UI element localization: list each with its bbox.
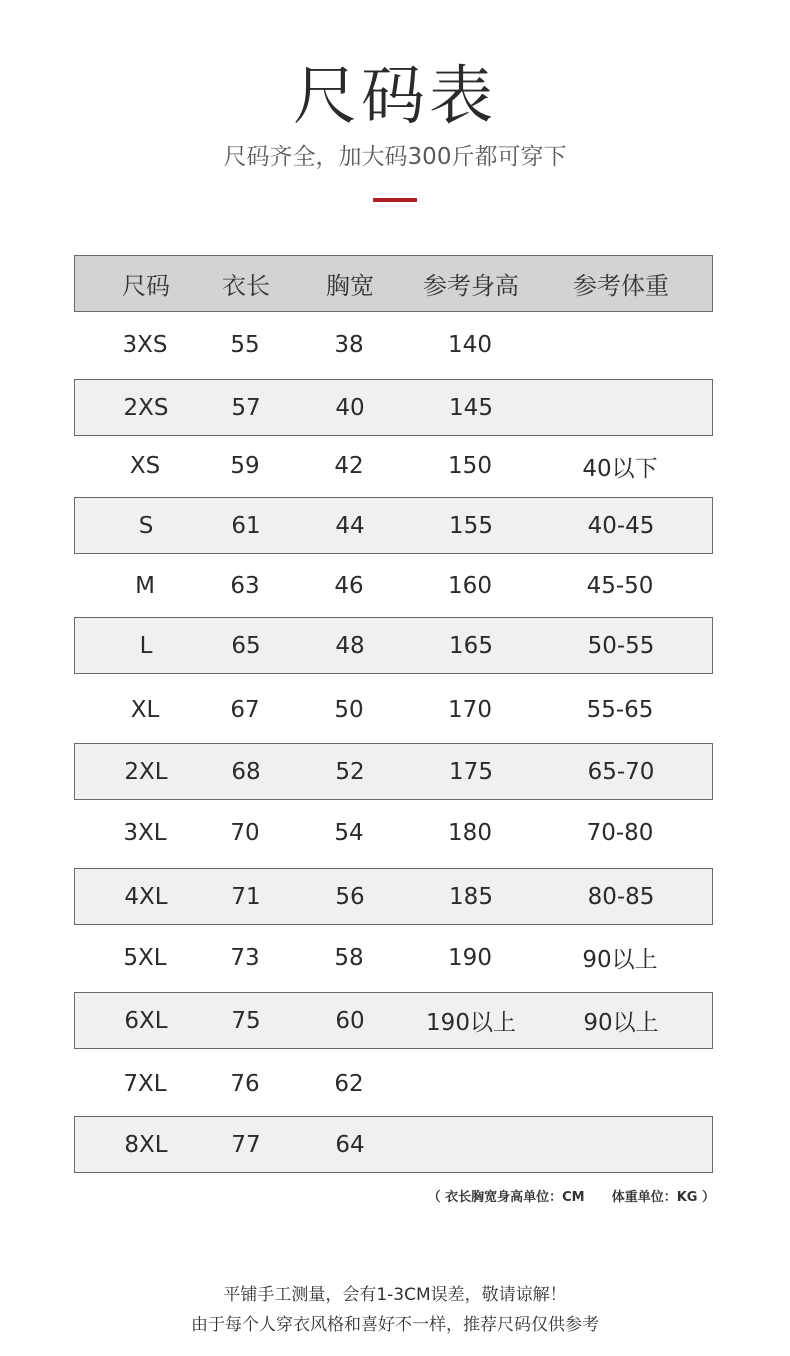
- footer-measurement-note: 平铺手工测量，会有1-3CM误差，敬请谅解！: [223, 1285, 567, 1305]
- table-row: [74, 992, 713, 1049]
- chest-cell: 60: [335, 1007, 365, 1034]
- height-cell: 175: [449, 758, 493, 785]
- weight-cell: [561, 380, 681, 435]
- chest-cell: 54: [334, 820, 364, 846]
- size-cell: 3XL: [123, 820, 167, 846]
- height-cell: 150: [448, 453, 492, 479]
- header-size: 尺码: [122, 272, 170, 300]
- size-cell: 3XS: [122, 332, 168, 358]
- weight-cell: [560, 1055, 680, 1113]
- length-cell: 71: [231, 883, 261, 910]
- height-cell: 185: [449, 883, 493, 910]
- height-cell: 155: [449, 512, 493, 539]
- length-cell: 76: [230, 1071, 260, 1097]
- weight-cell: 40-45: [587, 512, 655, 539]
- size-cell: 5XL: [123, 944, 167, 971]
- size-cell: XS: [129, 453, 161, 479]
- length-cell: 55: [230, 332, 260, 358]
- weight-cell: 70-80: [586, 820, 654, 846]
- height-cell: 190: [448, 944, 492, 971]
- weight-cell: 50-55: [587, 632, 655, 659]
- weight-cell: [560, 317, 680, 373]
- chest-cell: 56: [335, 883, 365, 910]
- height-cell: 170: [448, 697, 492, 723]
- table-row: [74, 805, 713, 861]
- weight-cell: [561, 1117, 681, 1172]
- height-cell: 190以上: [426, 1010, 516, 1036]
- height-cell: [411, 1117, 531, 1172]
- table-row: [74, 929, 713, 986]
- weight-cell: 40以下: [582, 455, 658, 482]
- chest-cell: 44: [335, 512, 365, 539]
- page-subtitle: 尺码齐全，加大码300斤都可穿下: [223, 144, 567, 170]
- table-row: [74, 379, 713, 436]
- table-row: [74, 743, 713, 800]
- length-cell: 75: [231, 1007, 261, 1034]
- chest-cell: 40: [335, 394, 365, 421]
- header-length: 衣长: [222, 272, 270, 300]
- table-row: [74, 1055, 713, 1113]
- weight-cell: 55-65: [586, 697, 654, 723]
- chest-cell: 38: [334, 332, 364, 358]
- size-cell: 7XL: [123, 1071, 167, 1097]
- length-cell: 59: [230, 453, 260, 479]
- weight-cell: 90以上: [583, 1010, 659, 1036]
- header-height: 参考身高: [423, 272, 519, 300]
- height-cell: 160: [448, 573, 492, 599]
- length-cell: 68: [231, 758, 261, 785]
- height-cell: 165: [449, 632, 493, 659]
- length-cell: 61: [231, 512, 261, 539]
- header-weight: 参考体重: [573, 272, 669, 300]
- size-cell: S: [138, 512, 154, 539]
- unit-note: （ 衣长胸宽身高单位：CM 体重单位：KG ）: [427, 1190, 715, 1205]
- length-cell: 73: [230, 944, 260, 971]
- table-row: [74, 497, 713, 554]
- table-row: [74, 558, 713, 614]
- size-cell: 2XS: [123, 394, 169, 421]
- footer-recommendation-note: 由于每个人穿衣风格和喜好不一样，推荐尺码仅供参考: [191, 1315, 599, 1335]
- chest-cell: 58: [334, 944, 364, 971]
- length-cell: 77: [231, 1131, 261, 1158]
- chest-cell: 42: [334, 453, 364, 479]
- height-cell: [410, 1055, 530, 1113]
- length-cell: 70: [230, 820, 260, 846]
- size-cell: L: [139, 632, 153, 659]
- size-cell: 6XL: [124, 1007, 168, 1034]
- chest-cell: 52: [335, 758, 365, 785]
- table-row: [74, 868, 713, 925]
- size-cell: M: [135, 573, 155, 599]
- length-cell: 65: [231, 632, 261, 659]
- table-row: [74, 440, 713, 492]
- weight-cell: 80-85: [587, 883, 655, 910]
- length-cell: 57: [231, 394, 261, 421]
- weight-cell: 90以上: [582, 947, 658, 973]
- weight-cell: 65-70: [587, 758, 655, 785]
- chest-cell: 46: [334, 573, 364, 599]
- page-title: 尺码表: [293, 60, 497, 134]
- table-row: [74, 317, 713, 373]
- size-cell: XL: [130, 697, 160, 723]
- table-row: [74, 1116, 713, 1173]
- header-chest: 胸宽: [326, 272, 374, 300]
- height-cell: 180: [448, 820, 492, 846]
- size-cell: 8XL: [124, 1131, 168, 1158]
- accent-divider: [373, 198, 417, 202]
- weight-cell: 45-50: [586, 573, 654, 599]
- table-row: [74, 617, 713, 674]
- size-cell: 4XL: [124, 883, 168, 910]
- chest-cell: 64: [335, 1131, 365, 1158]
- chest-cell: 62: [334, 1071, 364, 1097]
- table-row: [74, 681, 713, 739]
- length-cell: 67: [230, 697, 260, 723]
- chest-cell: 48: [335, 632, 365, 659]
- height-cell: 140: [448, 332, 492, 358]
- table-header-row: [74, 255, 713, 312]
- length-cell: 63: [230, 573, 260, 599]
- height-cell: 145: [449, 394, 493, 421]
- chest-cell: 50: [334, 697, 364, 723]
- size-cell: 2XL: [124, 758, 168, 785]
